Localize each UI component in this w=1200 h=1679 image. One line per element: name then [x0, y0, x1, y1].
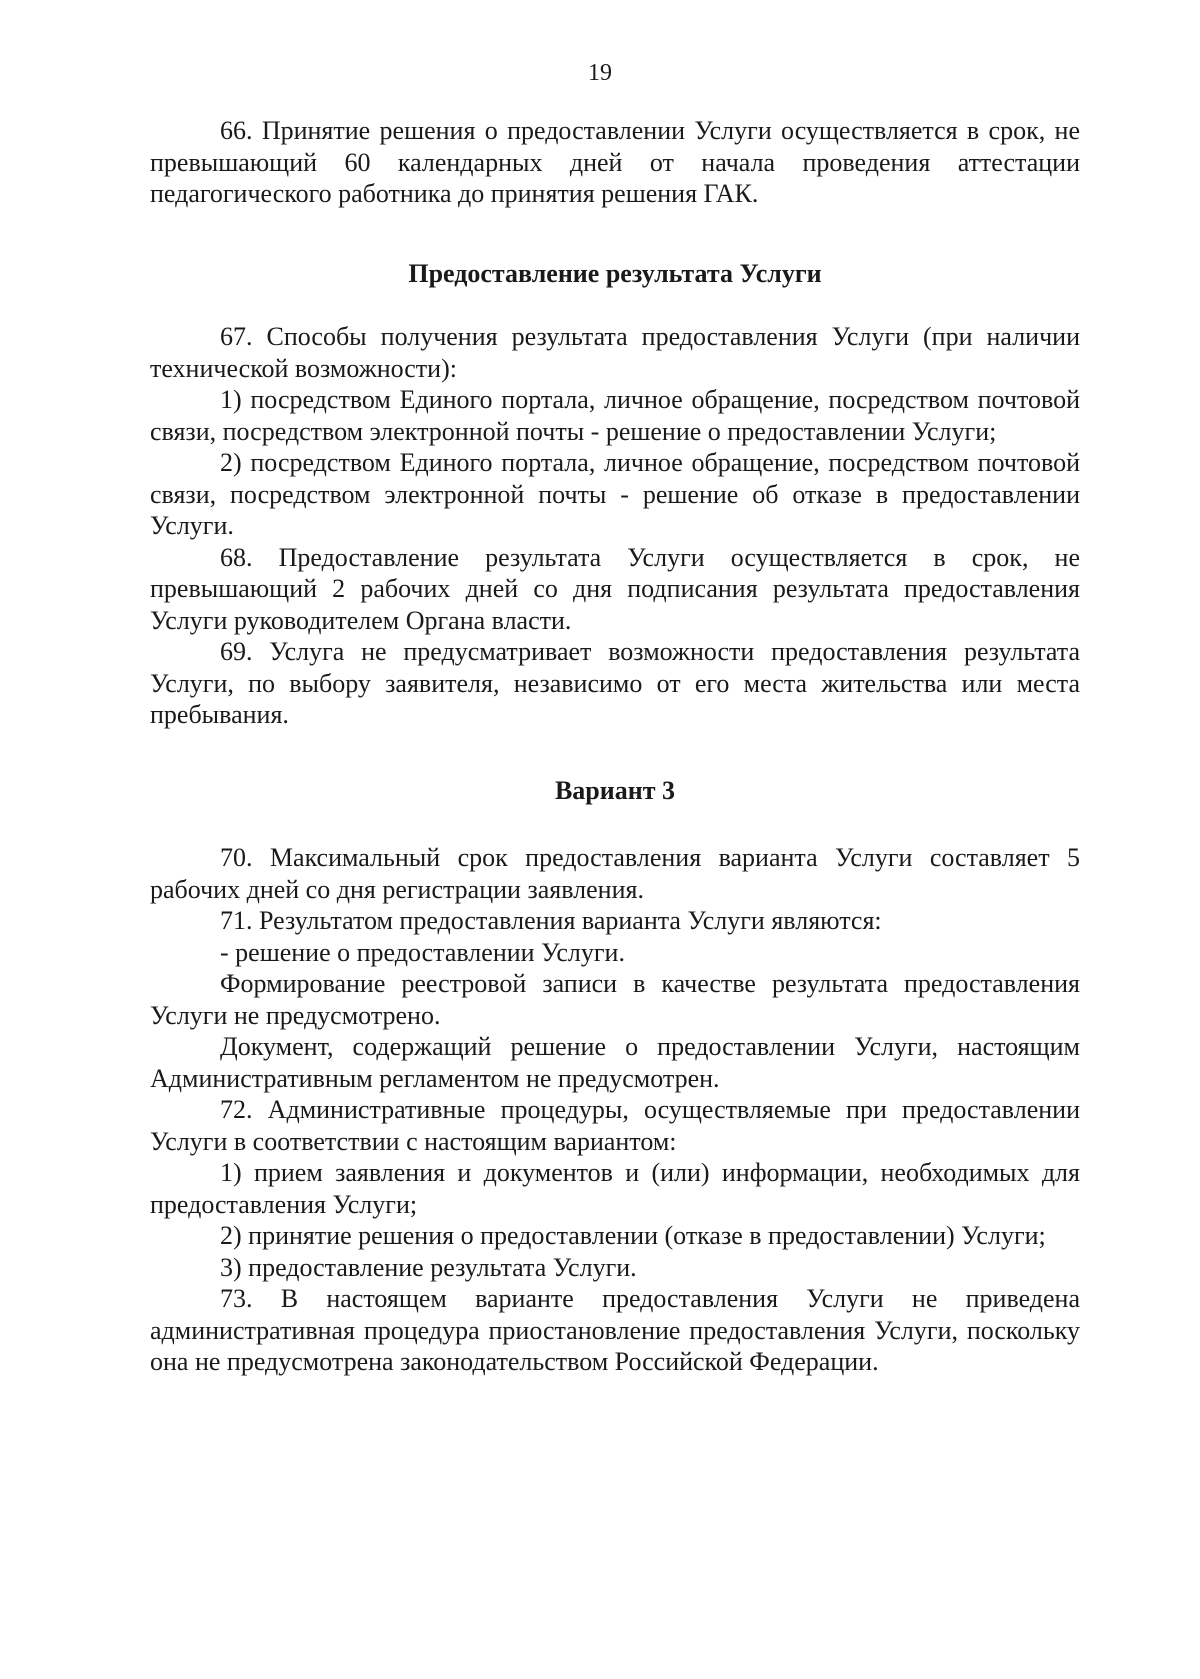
paragraph-71: 71. Результатом предоставления варианта Услуги являются:: [220, 906, 882, 935]
paragraph-registry-record: Формирование реестровой записи в качестве результата предоставления Услуги не предусмотрено.: [150, 969, 1080, 1030]
section-heading-result: Предоставление результата Услуги: [408, 258, 822, 288]
list-item-71-1: - решение о предоставлении Услуги.: [220, 937, 625, 967]
list-item-72-2: 2) принятие решения о предоставлении (отказе в предоставлении) Услуги;: [220, 1221, 1046, 1250]
paragraph-68: 68. Предоставление результата Услуги осуществляется в срок, не превышающий 2 рабочих дней со дня подписания результата предоставления Услуги руководителем Органа власти.: [150, 542, 1080, 635]
paragraph-document-decision: Документ, содержащий решение о предоставлении Услуги, настоящим Административным регламентом не предусмотрен.: [150, 1032, 1080, 1093]
paragraph-72: 72. Административные процедуры, осуществляемые при предоставлении Услуги в соответствии с настоящим вариантом:: [150, 1095, 1080, 1156]
paragraph-70: 70. Максимальный срок предоставления варианта Услуги составляет 5 рабочих дней со дня регистрации заявления.: [150, 843, 1080, 904]
list-item-72-3: 3) предоставление результата Услуги.: [220, 1252, 637, 1282]
list-item-67-2: 2) посредством Единого портала, личное обращение, посредством почтовой связи, посредством электронной почты - решение об отказе в предоставлении Услуги.: [150, 448, 1080, 540]
paragraph-69: 69. Услуга не предусматривает возможности предоставления результата Услуги, по выбору заявителя, независимо от его места жительства или места пребывания.: [150, 637, 1080, 729]
document-body: [150, 115, 1080, 1378]
list-item-72-1: 1) прием заявления и документов и (или) информации, необходимых для предоставления Услуги;: [150, 1158, 1080, 1219]
paragraph-67: 67. Способы получения результата предоставления Услуги (при наличии технической возможности):: [150, 322, 1080, 383]
paragraph-66: 66. Принятие решения о предоставлении Услуги осуществляется в срок, не превышающий 60 календарных дней от начала проведения аттестации педагогического работника до принятия решения ГАК.: [150, 116, 1080, 208]
list-item-67-1: 1) посредством Единого портала, личное обращение, посредством почтовой связи, посредством электронной почты - решение о предоставлении Услуги;: [150, 385, 1080, 446]
page-number: 19: [588, 60, 612, 86]
paragraph-73: 73. В настоящем варианте предоставления Услуги не приведена административная процедура приостановление предоставления Услуги, поскольку она не предусмотрена законодательством Российской Федерации.: [150, 1284, 1080, 1376]
section-heading-variant-3: Вариант 3: [554, 775, 676, 805]
